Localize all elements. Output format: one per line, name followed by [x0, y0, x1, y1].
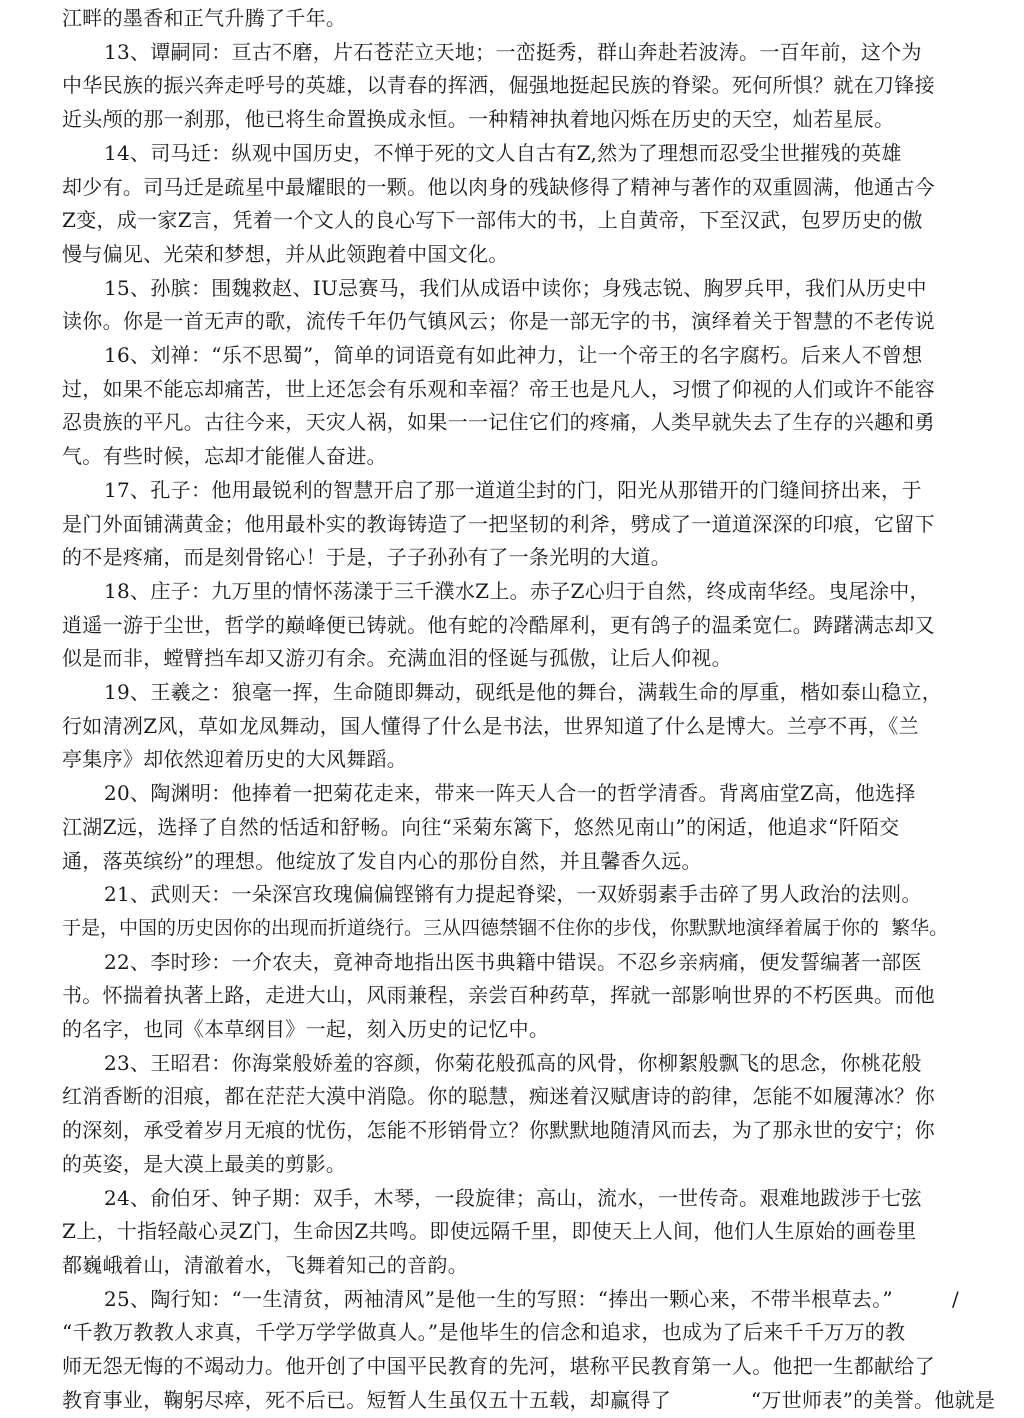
text-line: 于是，中国的历史因你的出现而折道绕行。三从四德禁锢不住你的步伐，你默默地演绎着属于你的 繁华。: [62, 916, 949, 939]
text-line: Z变，成一家Z言，凭着一个文人的良心写下一部伟大的书，上自黄帝，下至汉武，包罗历史的傲: [62, 208, 923, 233]
text-line: 似是而非，螳臂挡车却又游刃有余。充满血泪的怪诞与孤傲，让后人仰视。: [62, 646, 732, 671]
text-line: 逍遥一游于尘世，哲学的巅峰便已铸就。他有蛇的冷酷犀利，更有鸽子的温柔宽仁。踌躇满志却又: [62, 612, 935, 637]
text-line: 却少有。司马迁是疏星中最耀眼的一颗。他以肉身的残缺修得了精神与著作的双重圆满，他通古今: [62, 174, 935, 199]
text-line: 慢与偏见、光荣和梦想，并从此领跑着中国文化。: [62, 241, 509, 266]
text-line: 行如清冽Z风，草如龙凤舞动，国人懂得了什么是书法，世界知道了什么是博大。兰亭不再，《兰: [62, 713, 919, 738]
text-line: 读你。你是一首无声的歌，流传千年仍气镇风云；你是一部无字的书，演绎着关于智慧的不老传说: [62, 309, 935, 334]
text-line: 的深刻，承受着岁月无痕的忧伤，怎能不形销骨立？你默默地随清风而去，为了那永世的安宁；你: [62, 1118, 935, 1143]
text-line: 都巍峨着山，清澈着水，飞舞着知己的音韵。: [62, 1252, 468, 1277]
text-line: 的英姿，是大漠上最美的剪影。: [62, 1151, 347, 1176]
text-line: 21、武则天：一朵深宫玫瑰偏偏铿锵有力提起脊梁，一双娇弱素手击碎了男人政治的法则。: [104, 882, 922, 907]
text-line: 红消香断的泪痕，都在茫茫大漠中消隐。你的聪慧，痴迷着汉赋唐诗的韵律，怎能不如履薄冰？你: [62, 1084, 935, 1109]
text-line: 师无怨无悔的不竭动力。他开创了中国平民教育的先河，堪称平民教育第一人。他把一生都献给了: [62, 1354, 935, 1378]
text-line: 中华民族的振兴奔走呼号的英雄，以青春的挥洒，倔强地挺起民族的脊梁。死何所惧？就在刀锋接: [62, 73, 935, 98]
text-line: Z上，十指轻敲心灵Z门，生命因Z共鸣。即使远隔千里，即使天上人间，他们人生原始的画卷里: [62, 1219, 917, 1244]
text-line: 忍贵族的平凡。古往今来，天灾人祸，如果一一记住它们的疼痛，人类早就失去了生存的兴趣和勇: [62, 410, 935, 435]
text-line: 气。有些时候，忘却才能催人奋进。: [62, 444, 387, 469]
text-line: 教育事业，鞠躬尽瘁，死不后已。短暂人生虽仅五十五载，却赢得了 “万世师表”的美誉。他就是: [62, 1387, 996, 1412]
text-line: 20、陶渊明：他捧着一把菊花走来，带来一阵天人合一的哲学清香。背离庙堂Z高，他选择: [104, 781, 916, 806]
text-line: 22、李时珍：一介农夫，竟神奇地指出医书典籍中错误。不忍乡亲病痛，便发誓编著一部医: [104, 949, 922, 974]
text-line: 的不是疼痛，而是刻骨铭心！于是，子子孙孙有了一条光明的大道。: [62, 545, 671, 570]
text-line: 过，如果不能忘却痛苦，世上还怎会有乐观和幸福？帝王也是凡人，习惯了仰视的人们或许不能容: [62, 376, 935, 401]
text-line: 江湖Z远，选择了自然的恬适和舒畅。向往“采菊东篱下，悠然见南山”的闲适，他追求“阡陌交: [62, 814, 900, 839]
text-line: 18、庄子：九万里的情怀荡漾于三千濮水Z上。赤子Z心归于自然，终成南华经。曳尾涂中，: [104, 578, 930, 603]
text-line: 24、俞伯牙、钟子期：双手，木琴，一段旋律；高山，流水，一世传奇。艰难地跋涉于七弦: [104, 1185, 922, 1210]
text-line: 13、谭嗣同：亘古不磨，片石苍茫立天地；一峦挺秀，群山奔赴若波涛。一百年前，这个为: [104, 39, 922, 64]
text-line: 是门外面铺满黄金；他用最朴实的教诲铸造了一把坚韧的利斧，劈成了一道道深深的印痕，它留下: [62, 511, 935, 536]
text-line: 16、刘禅：“乐不思蜀”，简单的词语竟有如此神力，让一个帝王的名字腐朽。后来人不曾想: [104, 343, 923, 367]
text-line: 14、司马迁：纵观中国历史，不惮于死的文人自古有Z,然为了理想而忍受尘世摧残的英雄: [104, 140, 902, 165]
slash-mark: /: [952, 1286, 959, 1311]
text-line: 通，落英缤纷”的理想。他绽放了发自内心的那份自然，并且馨香久远。: [62, 848, 702, 873]
text-line: “千教万教教人求真，千学万学学做真人。”是他毕生的信念和追求，也成为了后来千千万万的教: [62, 1320, 906, 1345]
text-line: 的名字，也同《本草纲目》一起，刻入历史的记忆中。: [62, 1017, 550, 1041]
text-line: 书。怀揣着执著上路，走进大山，风雨兼程，亲尝百种药草，挥就一部影响世界的不朽医典。而他: [62, 983, 935, 1008]
text-line: 江畔的墨香和正气升腾了千年。: [62, 6, 347, 30]
text-line: 15、孙膑：围魏救赵、IU忌赛马，我们从成语中读你；身残志锐、胸罗兵甲，我们从历史中: [104, 275, 927, 300]
text-line: 亭集序》却依然迎着历史的大风舞蹈。: [62, 747, 408, 772]
text-line: 19、王羲之：狼毫一挥，生命随即舞动，砚纸是他的舞台，满载生命的厚重，楷如泰山稳立，: [104, 680, 943, 704]
text-line: 近头颅的那一刹那，他已将生命置换成永恒。一种精神执着地闪烁在历史的天空，灿若星辰。: [62, 107, 895, 132]
text-line: 17、孔子：他用最锐利的智慧开启了那一道道尘封的门，阳光从那错开的门缝间挤出来，于: [104, 477, 922, 502]
text-line: 25、陶行知：“一生清贫，两袖清风”是他一生的写照：“捧出一颗心来，不带半根草去。”: [104, 1286, 893, 1311]
text-line: 23、王昭君：你海棠般娇羞的容颜，你菊花般孤高的风骨，你柳絮般飘飞的思念，你桃花般: [104, 1050, 922, 1075]
